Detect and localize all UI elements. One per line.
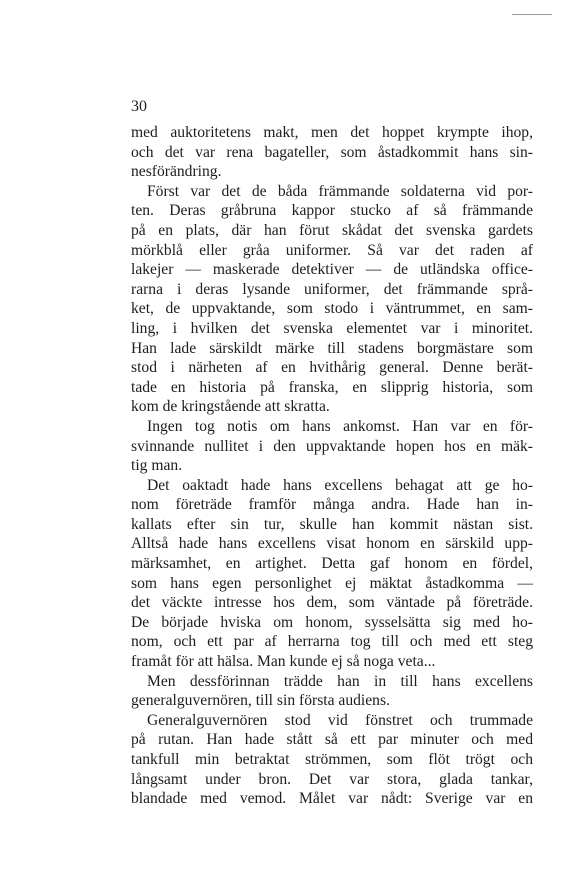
- text-line: mörkblå eller gråa uniformer. Så var det raden af: [131, 241, 533, 259]
- text-line: tig man.: [131, 457, 183, 475]
- paragraph: [131, 476, 533, 672]
- text-line: och det var rena bagateller, som åstadkommit hans sin-: [131, 143, 533, 161]
- text-line: det väckte intresse hos dem, som väntade på företräde.: [131, 594, 533, 612]
- page-number: 30: [131, 98, 147, 115]
- text-line: kom de kringstående att skratta.: [131, 398, 330, 416]
- text-line: Det oaktadt hade hans excellens behagat att ge ho-: [147, 476, 533, 494]
- body-text: [131, 123, 533, 809]
- text-line: De började hviska om honom, sysselsätta sig med ho-: [131, 613, 533, 631]
- paragraph: [131, 123, 533, 182]
- text-line: på rutan. Han hade stått så ett par minuter och med: [131, 731, 533, 749]
- text-line: Men dessförinnan trädde han in till hans excellens: [147, 672, 533, 690]
- text-line: tade en historia på franska, en slipprig historia, som: [131, 378, 533, 396]
- text-line: blandade med vemod. Målet var nådt: Sverige var en: [131, 790, 533, 808]
- text-line: ket, de uppvaktande, som stodo i väntrummet, en sam-: [131, 300, 533, 318]
- text-line: lakejer — maskerade detektiver — de utländska office-: [131, 261, 533, 279]
- text-line: kallats efter sin tur, skulle han kommit nästan sist.: [131, 515, 533, 533]
- text-line: Generalguvernören stod vid fönstret och trummade: [147, 711, 533, 729]
- text-line: Först var det de båda främmande soldaterna vid por-: [147, 182, 533, 200]
- text-line: nom, och ett par af herrarna tog till och med ett steg: [131, 633, 533, 651]
- text-line: Ingen tog notis om hans ankomst. Han var en för-: [147, 417, 533, 435]
- text-line: Alltså hade hans excellens visat honom en särskild upp-: [131, 535, 533, 553]
- text-line: som hans egen personlighet ej mäktat åstadkomma —: [131, 574, 533, 592]
- paragraph: [131, 672, 533, 711]
- text-line: svinnande nullitet i den uppvaktande hopen hos en mäk-: [131, 437, 533, 455]
- text-line: ten. Deras gråbruna kappor stucko af så främmande: [131, 202, 533, 220]
- text-line: märksamhet, en artighet. Detta gaf honom en fördel,: [131, 555, 533, 573]
- paragraph: [131, 182, 533, 417]
- text-line: ling, i hvilken det svenska elementet var i minoritet.: [131, 319, 533, 337]
- text-line: med auktoritetens makt, men det hoppet krympte ihop,: [131, 124, 533, 141]
- text-line: nesförändring.: [131, 163, 222, 181]
- text-line: Han lade särskildt märke till stadens borgmästare som: [131, 339, 533, 357]
- text-line: tankfull min betraktat strömmen, som flöt trögt och: [131, 751, 533, 768]
- text-line: stod i närheten af en hvithårig general. Denne berät-: [131, 359, 533, 377]
- text-line: långsamt under bron. Det var stora, glada tankar,: [131, 770, 533, 788]
- paragraph: [131, 711, 533, 809]
- text-line: framåt för att hälsa. Man kunde ej så noga veta...: [131, 653, 436, 671]
- text-line: rarna i deras lysande uniformer, det främmande språ-: [131, 280, 533, 298]
- scan-speck: [512, 14, 552, 15]
- text-line: generalguvernören, till sin första audiens.: [131, 692, 390, 710]
- paragraph: [131, 417, 533, 476]
- text-line: på en plats, där han förut skådat det svenska gardets: [131, 221, 533, 239]
- text-line: nom företräde framför många andra. Hade han in-: [131, 496, 533, 514]
